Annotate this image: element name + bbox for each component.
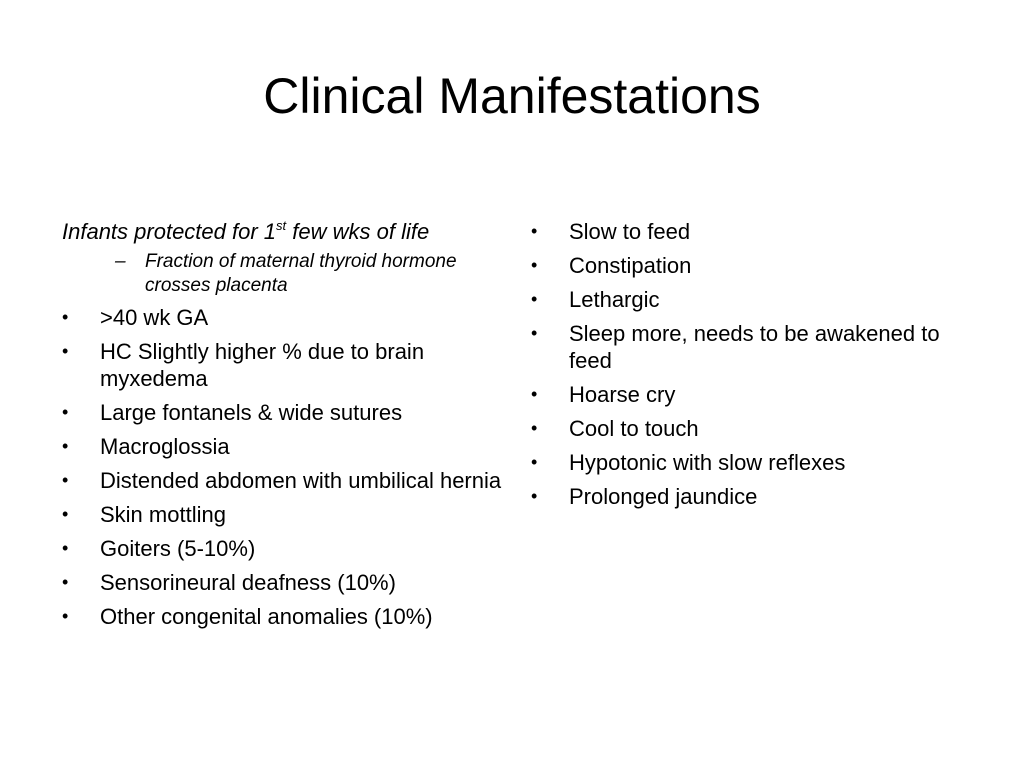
sub-point-dash: – [115, 251, 126, 272]
bullet-glyph: • [62, 572, 69, 592]
bullet-glyph: • [62, 436, 69, 456]
bullet-glyph: • [531, 289, 538, 309]
bullet-glyph: • [62, 504, 69, 524]
list-item [531, 381, 971, 408]
bullet-glyph: • [531, 452, 538, 472]
bullet-glyph: • [62, 538, 69, 558]
list-item [531, 449, 971, 476]
intro-text [62, 218, 510, 245]
list-item-text: Distended abdomen with umbilical hernia [100, 468, 502, 493]
list-item-text: Hypotonic with slow reflexes [569, 450, 846, 475]
list-item-text: Goiters (5-10%) [100, 536, 256, 561]
list-item [62, 338, 510, 392]
bullet-glyph: • [62, 470, 69, 490]
list-item [531, 218, 971, 245]
sub-point-text: Fraction of maternal thyroid hormone crosses placenta [145, 251, 457, 296]
list-item [531, 286, 971, 313]
list-item-text: Macroglossia [100, 434, 230, 459]
list-item [62, 501, 510, 528]
sub-point [62, 250, 510, 298]
slide-title: Clinical Manifestations [263, 68, 761, 124]
list-item-text: Prolonged jaundice [569, 484, 758, 509]
intro-text-end: few wks of life [286, 219, 430, 244]
list-item [531, 483, 971, 510]
list-item-text: Cool to touch [569, 416, 699, 441]
list-item [62, 603, 510, 630]
list-item-text: Other congenital anomalies (10%) [100, 604, 433, 629]
list-item-text: Hoarse cry [569, 382, 676, 407]
list-item [62, 535, 510, 562]
bullet-glyph: • [531, 486, 538, 506]
left-column [62, 218, 510, 637]
list-item [531, 252, 971, 279]
intro-superscript: st [276, 218, 287, 233]
bullet-glyph: • [531, 221, 538, 241]
list-item-text: Large fontanels & wide sutures [100, 400, 403, 425]
list-item-text: Constipation [569, 253, 692, 278]
list-item-text: Skin mottling [100, 502, 226, 527]
list-item-text: Lethargic [569, 287, 660, 312]
list-item [62, 399, 510, 426]
bullet-glyph: • [531, 384, 538, 404]
bullet-glyph: • [62, 307, 69, 327]
list-item [531, 320, 971, 374]
bullet-glyph: • [531, 255, 538, 275]
right-bullet-list [531, 218, 971, 510]
left-bullet-list [62, 304, 510, 630]
list-item [62, 569, 510, 596]
list-item [62, 433, 510, 460]
list-item-text: Sensorineural deafness (10%) [100, 570, 396, 595]
bullet-glyph: • [531, 323, 538, 343]
bullet-glyph: • [62, 606, 69, 626]
bullet-glyph: • [531, 418, 538, 438]
list-item-text: Sleep more, needs to be awakened to feed [569, 321, 940, 373]
list-item [62, 467, 510, 494]
bullet-glyph: • [62, 402, 69, 422]
list-item-text: HC Slightly higher % due to brain myxedema [100, 339, 425, 391]
list-item [531, 415, 971, 442]
list-item-text: Slow to feed [569, 219, 691, 244]
intro-text-start: Infants protected for 1 [62, 219, 277, 244]
list-item-text: >40 wk GA [100, 305, 209, 330]
right-column [531, 218, 971, 517]
bullet-glyph: • [62, 341, 69, 361]
list-item [62, 304, 510, 331]
